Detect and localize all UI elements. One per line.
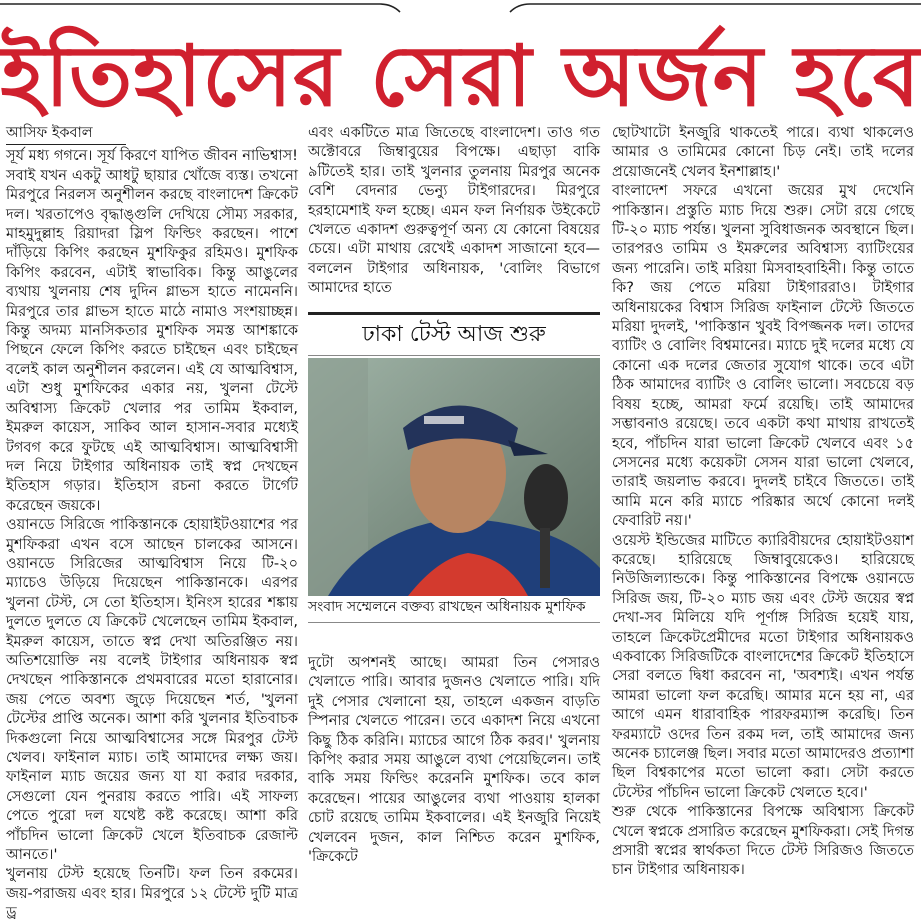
photo-caption: সংবাদ সম্মেলনে বক্তব্য রাখছেন অধিনায়ক মুশফিক (308, 598, 600, 623)
paragraph: ওয়েস্ট ইন্ডিজের মাটিতে ক্যারিবীয়দের হোয়াইটওয়াশ করেছে। হারিয়েছে জিম্বাবুয়েকেও। হারিয়েছে নিউজিল্যান্ডকে। কিন্তু পাকিস্তানের বিপক্ষে ওয়ানডে সিরিজ জয়, টি-২০ ম্যাচ জয় এবং টেস্ট জয়ের স্বপ্ন দেখা-সব মিলিয়ে যদি পূর্ণাঙ্গ সিরিজ হয়েই যায়, তাহলে ক্রিকেটপ্রেমীদের মতো টাইগার অধিনায়কও একবাক্যে সিরিজটিকে বাংলাদেশের ক্রিকেট ইতিহাসে সেরা বলতে দ্বিধা করবেন না, 'অবশ্যই। এখন পর্যন্ত আমরা ভালো ফল করেছি। আমার মনে হয় না, এর আগে এমন ধারাবাহিক পারফরম্যান্স করেছি। তিন ফরম্যাটে ওদের তিন রকম দল, তাই আমাদের জন্য অনেক চ্যালেঞ্জ ছিল। সবার মতো আমাদেরও প্রত্যাশা ছিল বিশ্বকাপের মতো ভালো করা। সেটা করতে টেস্টের পাঁচদিন ভালো ক্রিকেট খেলতে হবে।' (612, 532, 914, 801)
paragraph: বাংলাদেশ সফরে এখনো জয়ের মুখ দেখেনি পাকিস্তান। প্রস্তুতি ম্যাচ দিয়ে শুরু। সেটা রয়ে গেছে টি-২০ ম্যাচ পর্যন্ত। খুলনা সুবিধাজনক অবস্থানে ছিল। তারপরও তামিম ও ইমরুলের অবিশ্বাস্য ব্যাটিংয়ের জন্য পারেনি। তাই মরিয়া মিসবাহবাহিনী। কিন্তু তাতে কি? জয় পেতে মরিয়া টাইগাররাও। টাইগার অধিনায়কের বিশ্বাস সিরিজ ফাইনাল টেস্টে জিততে মরিয়া দুদলই, 'পাকিস্তান খুবই বিপজ্জনক দল। তাদের ব্যাটিং ও বোলিং বিশ্বমানের। ম্যাচে দুই দলের মধ্যে যে কোনো এক দলের জেতার সুযোগ থাকে। তবে এটা ঠিক আমাদের ব্যাটিং ও বোলিং ভালো। সবচেয়ে বড় বিষয় হচ্ছে, আমরা ফর্মে রয়েছি। তাই আমাদের সম্ভাবনাও রয়েছে। তবে একটা কথা মাথায় রাখতেই হবে, পাঁচদিন যারা ভালো ক্রিকেট খেলবে এবং ১৫ সেসনের মধ্যে কয়েকটা সেসন যারা ভালো খেলবে, তারাই জয়লাভ করবে। দুদলই চাইবে জিততে। তাই আমি মনে করি ম্যাচে পরিষ্কার অর্থে কোনো দলই ফেবারিট নয়।' (612, 183, 914, 530)
paragraph: এবং একটিতে মাত্র জিতেছে বাংলাদেশ। তাও গত অক্টোবরে জিম্বাবুয়ের বিপক্ষে। এছাড়া বাকি ৯টিতেই হার। তাই খুলনার তুলনায় মিরপুর অনেক বেশি বেদনার ভেন্যু টাইগারদের। মিরপুরে হরহামেশাই ফল হচ্ছে। এমন ফল নির্ণায়ক উইকেটে খেলতে একাদশ গুরুত্বপূর্ণ অন্য যে কোনো বিষয়ের চেয়ে। এটা মাথায় রেখেই একাদশ সাজানো হবে— বললেন টাইগার অধিনায়ক, 'বোলিং বিভাগে আমাদের হাতে (308, 125, 600, 297)
headline: ইতিহাসের সেরা অর্জন হবে (0, 27, 921, 125)
paragraph: ওয়ানডে সিরিজে পাকিস্তানকে হোয়াইটওয়াশের পর মুশফিকরা এখন বসে আছেন চালকের আসনে। ওয়ানডে সিরিজের আত্মবিশ্বাস নিয়ে টি-২০ ম্যাচেও উড়িয়ে দিয়েছেন পাকিস্তানকে। এরপর খুলনা টেস্ট, সে তো ইতিহাস। ইনিংস হারের শঙ্কায় দুলতে দুলতে যে ক্রিকেট খেলেছেন তামিম ইকবাল, ইমরুল কায়েস, তাতে স্বপ্ন দেখা অতিরঞ্জিত নয়। অতিশয়োক্তি নয় বলেই টাইগার অধিনায়ক স্বপ্ন দেখছেন পাকিস্তানকে প্রথমবারের মতো হারানোর। জয় পেতে অবশ্য জুড়ে দিয়েছেন শর্ত, 'খুলনা টেস্টের প্রাপ্তি অনেক। আশা করি খুলনার ইতিবাচক দিকগুলো নিয়ে আত্মবিশ্বাসের সঙ্গে মিরপুর টেস্ট খেলব। ফাইনাল ম্যাচ। তাই আমাদের লক্ষ্য জয়। ফাইনাল ম্যাচ জয়ের জন্য যা যা করার দরকার, সেগুলো যেন পুনরায় করতে পারি। এই সাফল্য পেতে পুরো দল যথেষ্ট কষ্ট করেছে। আশা করি পাঁচদিন ভালো ক্রিকেট খেলে ইতিবাচক রেজাল্ট আনতে।' (6, 517, 298, 864)
paragraph: সূর্য মধ্য গগনে। সূর্য কিরণে যাপিত জীবন নাভিশ্বাস! সবাই যখন একটু আধটু ছায়ার খোঁজে ব্যস্ত। তখনো মিরপুরে নিরলস অনুশীলন করছে বাংলাদেশ ক্রিকেট দল। খরতাপেও বৃদ্ধাঙ্গুলি দেখিয়ে সৌম্য সরকার, মাহমুদুল্লাহ রিয়াদরা স্লিপ ফিল্ডিং করছেন। পাশে দাঁড়িয়ে কিপিং করছেন মুশফিকুর রহিমও। মুশফিক কিপিং করবেন, এটাই স্বাভাবিক। কিন্তু আঙুলের ব্যথায় খুলনায় শেষ দুদিন গ্লাভস হাতে নামেননি। মিরপুরে তার গ্লাভস হাতে মাঠে নামাও সংশয়াচ্ছন্ন। কিন্তু অদম্য মানসিকতার মুশফিক সমস্ত আশঙ্কাকে পিছনে ফেলে কিপিং করতে চাইছেন এবং চাইছেন বলেই কাল অনুশীলন করলেন। এই যে আত্মবিশ্বাস, এটা শুধু মুশফিকের একার নয়, খুলনা টেস্টে অবিশ্বাস্য ক্রিকেট খেলার পর তামিম ইকবাল, ইমরুল কায়েস, সাকিব আল হাসান-সবার মধ্যেই টগবগ করে ফুটছে এই আত্মবিশ্বাস। আত্মবিশ্বাসী দল নিয়ে টাইগার অধিনায়ক তাই স্বপ্ন দেখছেন ইতিহাস গড়ার। ইতিহাস রচনা করতে টার্গেট করেছেন জয়কে। (6, 148, 298, 514)
news-photo (308, 358, 600, 596)
column-1 (6, 124, 298, 924)
paragraph: ছোটখাটো ইনজুরি থাকতেই পারে। ব্যথা থাকলেও আমার ও তামিমের কোনো চিড় নেই। তাই দলের প্রয়োজনেই খেলব ইনশাল্লাহ।' (612, 125, 914, 180)
top-decoration (0, 0, 921, 20)
paragraph: শুরু থেকে পাকিস্তানের বিপক্ষে অবিশ্বাস্য ক্রিকেট খেলে স্বপ্নকে প্রসারিত করেছেন মুশফিকরা। সেই দিগন্ত প্রসারী স্বপ্নের স্বার্থকতা দিতে টেস্ট সিরিজও জিততে চান টাইগার অধিনায়ক। (612, 804, 915, 879)
subhead: ঢাকা টেস্ট আজ শুরু (308, 312, 600, 356)
column-3 (612, 124, 914, 881)
column-2-top (308, 124, 600, 299)
column-2-bottom (308, 654, 600, 867)
byline: আসিফ ইকবাল (6, 124, 126, 145)
paragraph: দুটো অপশনই আছে। আমরা তিন পেসারও খেলাতে পারি। আবার দুজনও খেলাতে পারি। যদি দুই পেসার খেলানো হয়, তাহলে একজন বাড়তি স্পিনার খেলতে পারেন। তবে একাদশ নিয়ে এখনো কিছু ঠিক করিনি। ম্যাচের আগে ঠিক করব।' খুলনায় কিপিং করার সময় আঙুলে ব্যথা পেয়েছিলেন। তাই বাকি সময় ফিল্ডিং করেননি মুশফিক। তবে কাল করেছেন। পায়ের আঙুলের ব্যথা পাওয়ায় হালকা চোট রয়েছে তামিম ইকবালের। এই ইনজুরি নিয়েই খেলবেন দুজন, কাল নিশ্চিত করেন মুশফিক, 'ক্রিকেটে (308, 655, 600, 866)
paragraph: খুলনায় টেস্ট হয়েছে তিনটি। ফল তিন রকমের। জয়-পরাজয় এবং হার। মিরপুরে ১২ টেস্টে দুটি মাত্র ড্র (6, 866, 298, 922)
